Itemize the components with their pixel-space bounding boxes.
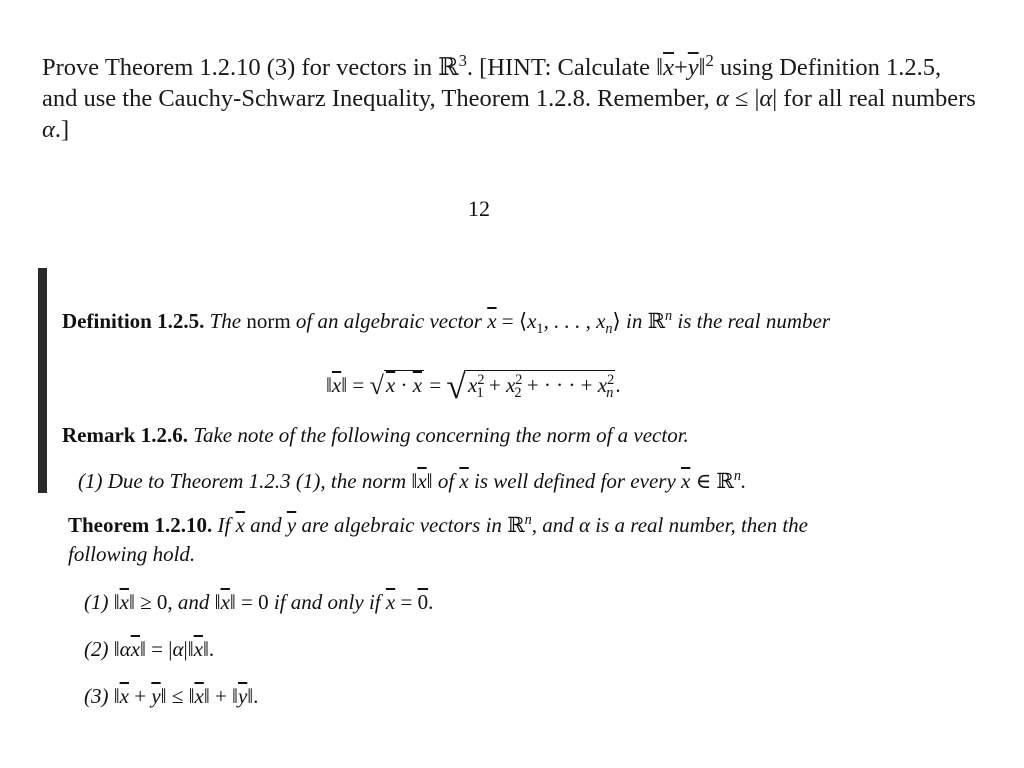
remark-label: Remark 1.2.6. xyxy=(62,423,188,447)
page-number: 12 xyxy=(468,196,490,221)
definition-label: Definition 1.2.5. xyxy=(62,309,205,333)
theorem-item-2: (2) $‖\alpha\overline{x}‖$ = $|\alpha|‖\overline{x}‖$. xyxy=(84,637,215,661)
theorem-text-continued: following hold. xyxy=(68,542,196,566)
problem-statement: Prove Theorem 1.2.10 (3) for vectors in ℝ$^3$. [HINT: Calculate $‖\overline{x}+\overline{y}‖^2$ using Definition 1.2.5, and use the Cauchy-Schwarz Inequality, Theorem 1.2.8. Remember, α ≤ |α| for all real numbers α.] xyxy=(42,50,976,143)
theorem-item-3: (3) $‖\overline{x}$ + $\overline{y}‖$ ≤ $‖\overline{x}‖$ + $‖\overline{y}‖$. xyxy=(84,684,259,708)
change-bar xyxy=(38,268,47,493)
remark-text: Take note of the following concerning the norm of a vector. xyxy=(193,423,689,447)
theorem-line xyxy=(68,513,808,538)
theorem-text: If $\overline{x}$ and $\overline{y}$ are algebraic vectors in ℝ$^n$, and α is a real number, then the xyxy=(217,512,809,537)
definition-text: The norm of an algebraic vector $\overline{x}$ = $⟨x_1$, . . . , $x_n⟩$ in ℝ$^n$ is the real number xyxy=(209,308,831,338)
theorem-item-1: (1) $‖\overline{x}‖ \ge 0$, and $‖\overline{x}‖ = 0$ if and only if $\overline{x} = 0$. xyxy=(84,590,434,614)
remark-item-1: (1) Due to Theorem 1.2.3 (1), the norm $‖\overline{x}‖$ of $\overline{x}$ is well defined for every $\overline{x}$ ∈ ℝ$^n$. xyxy=(78,468,747,493)
remark-line xyxy=(62,423,689,448)
norm-formula: $‖\overline{x}‖ = √x \cdot \overline{x} = √x^2_1 + x^2_2$ + · · · + $x^2_n$. xyxy=(326,366,621,406)
definition-line xyxy=(62,308,831,338)
theorem-label: Theorem 1.2.10. xyxy=(68,513,213,537)
